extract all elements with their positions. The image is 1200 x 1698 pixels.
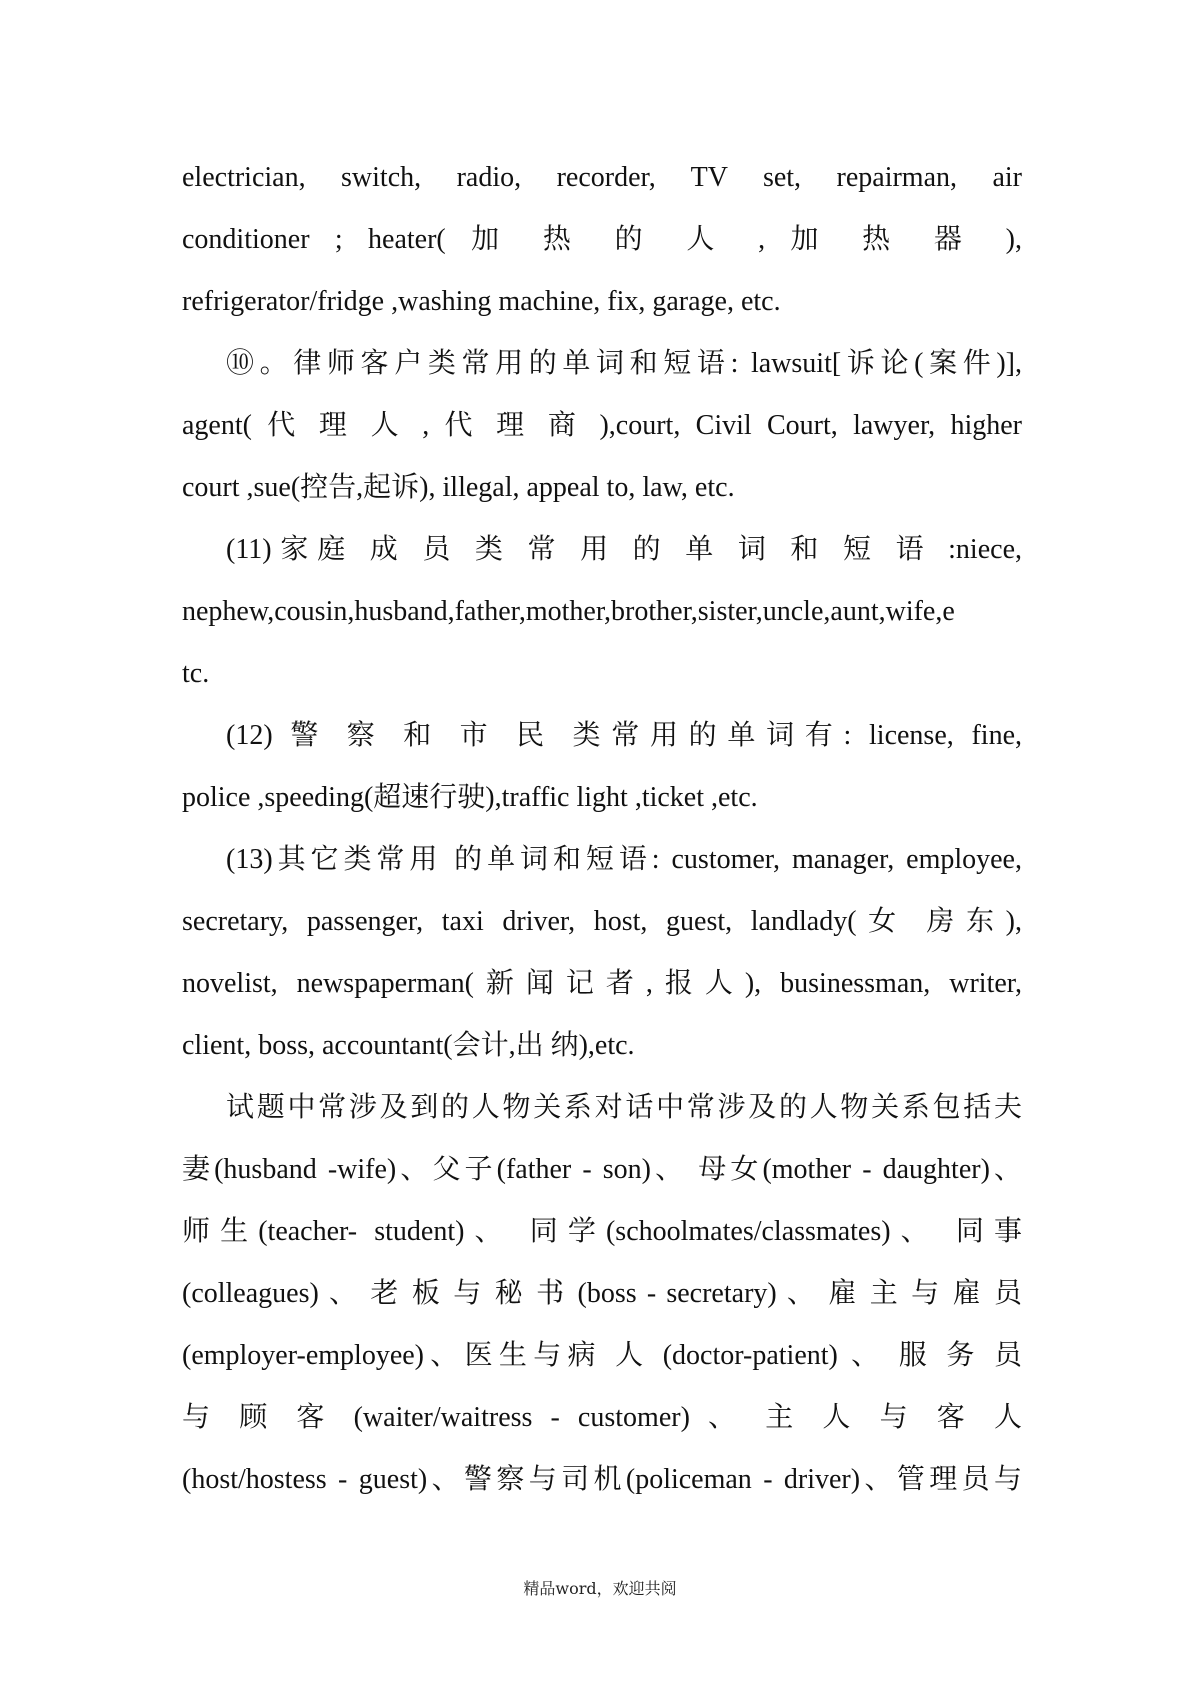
page-footer: 精品word，欢迎共阅 (523, 1579, 677, 1598)
text-line: nephew,cousin,husband,father,mother,brother,sister,uncle,aunt,wife,e (182, 596, 955, 627)
text-line: refrigerator/fridge ,washing machine, fix, garage, etc. (182, 286, 781, 317)
text-line: 试题中常涉及到的人物关系对话中常涉及的人物关系包括夫 (226, 1092, 1022, 1123)
text-line: tc. (182, 658, 210, 689)
text-line: secretary, passenger, taxi driver, host, guest, landlady(女 房东), (182, 906, 1022, 937)
text-line: (12) 警 察 和 市 民 类常用的单词有: license, fine, (226, 720, 1022, 751)
text-line: client, boss, accountant(会计,出 纳),etc. (182, 1030, 635, 1061)
text-line: court ,sue(控告,起诉), illegal, appeal to, law, etc. (182, 472, 735, 503)
text-line: police ,speeding(超速行驶),traffic light ,ticket ,etc. (182, 782, 758, 813)
text-line: 妻(husband -wife)、父子(father - son)、 母女(mother - daughter)、 (182, 1154, 1022, 1185)
text-line: (13)其它类常用 的单词和短语: customer, manager, employee, (226, 844, 1022, 875)
text-line: (employer-employee)、医生与病 人 (doctor-patient) 、 服 务 员 (182, 1340, 1022, 1371)
text-line: 师生(teacher- student)、 同学(schoolmates/classmates)、 同事 (182, 1216, 1022, 1247)
text-line: (colleagues) 、 老 板 与 秘 书 (boss - secretary) 、 雇 主 与 雇 员 (182, 1278, 1022, 1309)
text-line: 与 顾 客 (waiter/waitress - customer) 、 主 人 与 客 人 (182, 1402, 1022, 1433)
text-line: conditioner ; heater( 加 热 的 人 , 加 热 器 ), (182, 224, 1022, 255)
text-line: ⑩。律师客户类常用的单词和短语: lawsuit[诉论(案件)], (226, 348, 1022, 379)
text-line: agent( 代 理 人 , 代 理 商 ),court, Civil Court, lawyer, higher (182, 410, 1022, 441)
text-line: (11)家庭 成 员 类 常 用 的 单 词 和 短 语 :niece, (226, 534, 1022, 565)
text-line: novelist, newspaperman(新闻记者,报人), businessman, writer, (182, 968, 1022, 999)
text-line: (host/hostess - guest)、警察与司机(policeman - driver)、管理员与 (182, 1464, 1022, 1495)
text-line: electrician, switch, radio, recorder, TV set, repairman, air (182, 162, 1022, 193)
